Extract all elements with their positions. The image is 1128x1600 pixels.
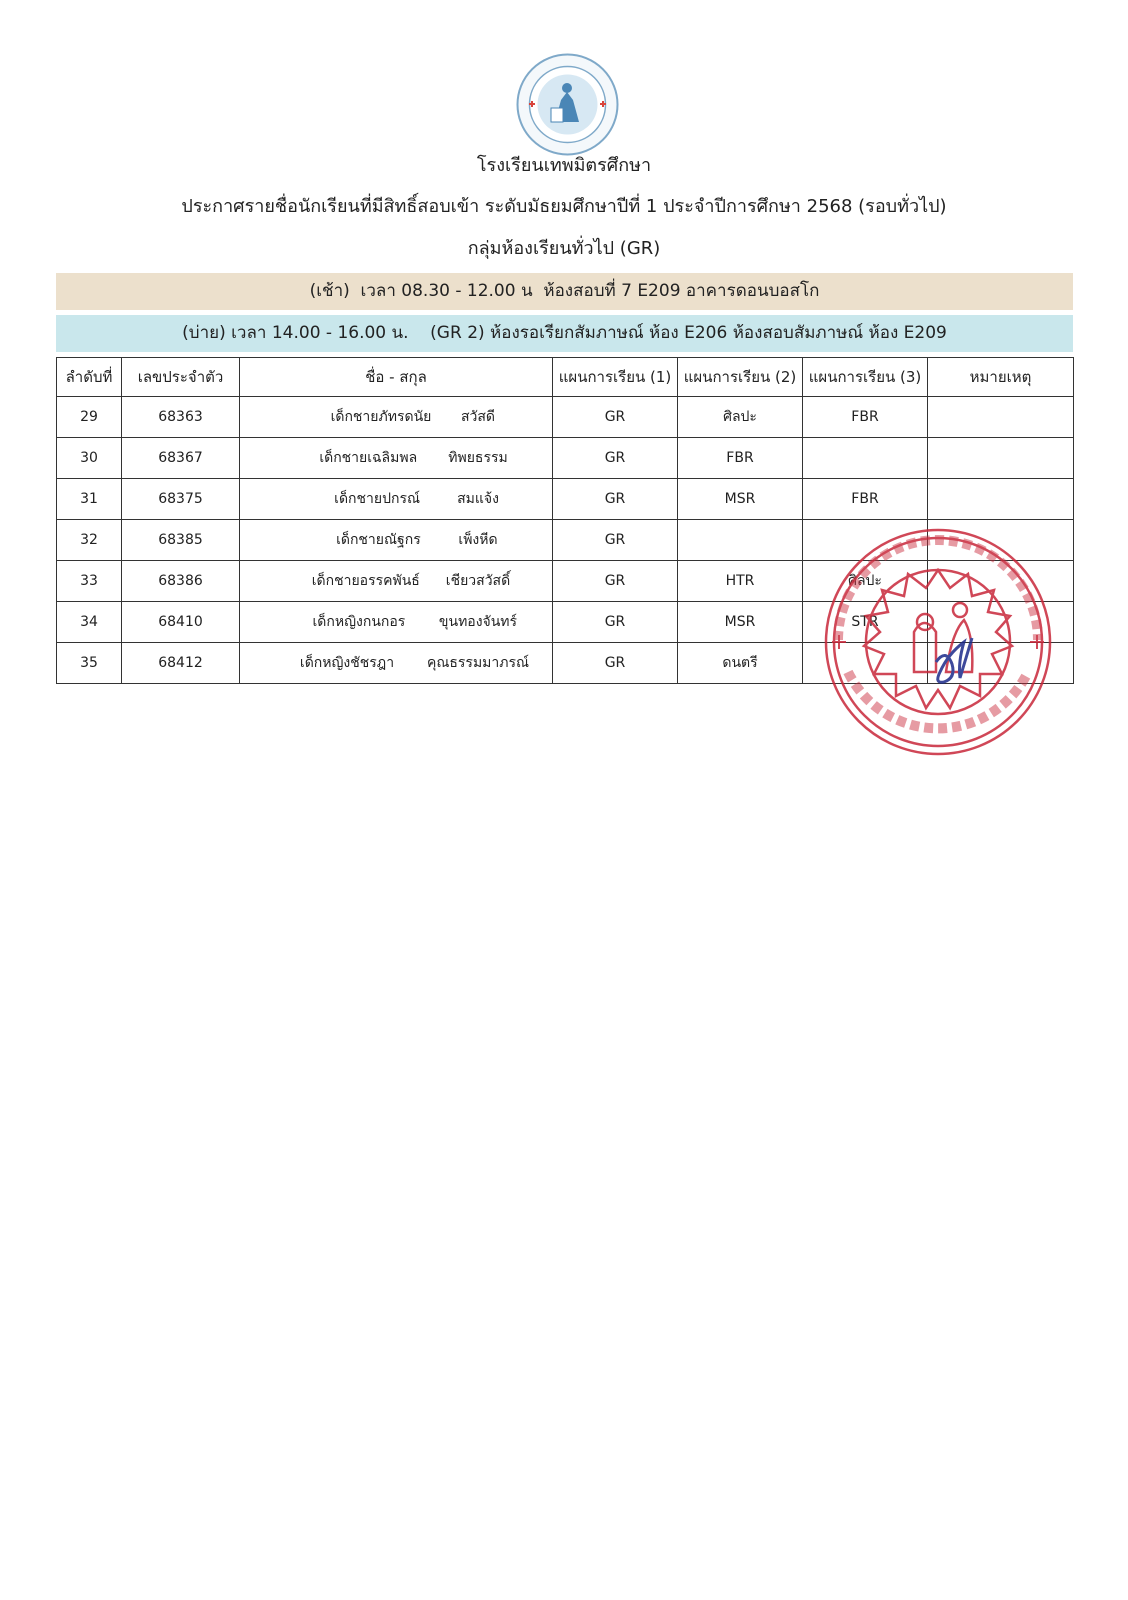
- cell-name: [240, 643, 553, 684]
- cell-plan-3: [803, 438, 928, 479]
- signature-icon: [936, 638, 972, 682]
- last-name: คุณธรรมมาภรณ์: [427, 655, 529, 671]
- cell-id: 68386: [122, 561, 240, 602]
- cell-id: 68385: [122, 520, 240, 561]
- cell-no: 32: [57, 520, 122, 561]
- cell-id: 68375: [122, 479, 240, 520]
- header-plan-3: แผนการเรียน (3): [803, 358, 928, 397]
- last-name: เพ็งหีด: [458, 532, 498, 548]
- cell-plan-1: GR: [553, 602, 678, 643]
- cell-plan-1: GR: [553, 643, 678, 684]
- first-name: เด็กชายอรรคพันธ์: [311, 573, 420, 589]
- last-name: ทิพยธรรม: [448, 450, 508, 466]
- table-row: [57, 438, 1074, 479]
- table-row: [57, 479, 1074, 520]
- cell-id: 68412: [122, 643, 240, 684]
- cell-plan-2: ดนตรี: [678, 643, 803, 684]
- first-name: เด็กชายภัทรดนัย: [330, 409, 432, 425]
- cell-no: 35: [57, 643, 122, 684]
- cell-plan-2: ศิลปะ: [678, 397, 803, 438]
- header-no: ลำดับที่: [57, 358, 122, 397]
- table-header-row: [57, 358, 1074, 397]
- announcement-title: ประกาศรายชื่อนักเรียนที่มีสิทธิ์สอบเข้า ระดับมัธยมศึกษาปีที่ 1 ประจำปีการศึกษา 2568 (รอบทั่วไป): [181, 196, 947, 217]
- afternoon-schedule: (บ่าย) เวลา 14.00 - 16.00 น. (GR 2) ห้องรอเรียกสัมภาษณ์ ห้อง E206 ห้องสอบสัมภาษณ์ ห้อง E209: [56, 315, 1073, 352]
- header-note: หมายเหตุ: [928, 358, 1074, 397]
- cell-plan-2: MSR: [678, 479, 803, 520]
- header-plan-1: แผนการเรียน (1): [553, 358, 678, 397]
- cell-note: [928, 397, 1074, 438]
- school-name: โรงเรียนเทพมิตรศึกษา: [476, 155, 652, 176]
- cell-plan-1: GR: [553, 520, 678, 561]
- table-row: [57, 397, 1074, 438]
- cell-name: [240, 520, 553, 561]
- first-name: เด็กหญิงชัชรฎา: [299, 655, 395, 671]
- last-name: สมแจ้ง: [457, 491, 499, 507]
- cell-no: 33: [57, 561, 122, 602]
- cell-name: [240, 397, 553, 438]
- header-name: ชื่อ - สกุล: [240, 358, 553, 397]
- first-name: เด็กชายณัฐกร: [336, 532, 421, 548]
- school-emblem-icon: [515, 52, 620, 157]
- first-name: เด็กชายปกรณ์: [334, 491, 420, 507]
- cell-plan-1: GR: [553, 561, 678, 602]
- cell-no: 34: [57, 602, 122, 643]
- cell-id: 68410: [122, 602, 240, 643]
- cell-note: [928, 438, 1074, 479]
- cell-plan-1: GR: [553, 438, 678, 479]
- cell-plan-3: ศิลปะ: [803, 561, 928, 602]
- last-name: ขุนทองจันทร์: [438, 614, 518, 630]
- group-title: กลุ่มห้องเรียนทั่วไป (GR): [467, 238, 661, 259]
- cell-plan-1: GR: [553, 479, 678, 520]
- cell-no: 29: [57, 397, 122, 438]
- cell-name: [240, 438, 553, 479]
- cell-no: 31: [57, 479, 122, 520]
- school-seal-stamp-icon: [818, 522, 1058, 762]
- cell-name: [240, 602, 553, 643]
- first-name: เด็กหญิงกนกอร: [312, 614, 406, 630]
- header-id: เลขประจำตัว: [122, 358, 240, 397]
- cell-plan-3: FBR: [803, 479, 928, 520]
- cell-plan-3: FBR: [803, 397, 928, 438]
- cell-no: 30: [57, 438, 122, 479]
- cell-plan-1: GR: [553, 397, 678, 438]
- cell-name: [240, 561, 553, 602]
- cell-plan-2: HTR: [678, 561, 803, 602]
- cell-name: [240, 479, 553, 520]
- cell-plan-2: FBR: [678, 438, 803, 479]
- cell-plan-2: MSR: [678, 602, 803, 643]
- last-name: สวัสดี: [460, 409, 496, 425]
- cell-plan-3: STR: [803, 602, 928, 643]
- first-name: เด็กชายเฉลิมพล: [319, 450, 418, 466]
- cell-note: [928, 479, 1074, 520]
- cell-id: 68363: [122, 397, 240, 438]
- cell-id: 68367: [122, 438, 240, 479]
- cell-plan-2: [678, 520, 803, 561]
- header-plan-2: แผนการเรียน (2): [678, 358, 803, 397]
- last-name: เชียวสวัสดิ์: [445, 573, 511, 589]
- morning-schedule: (เช้า) เวลา 08.30 - 12.00 น ห้องสอบที่ 7 E209 อาคารดอนบอสโก: [56, 273, 1073, 310]
